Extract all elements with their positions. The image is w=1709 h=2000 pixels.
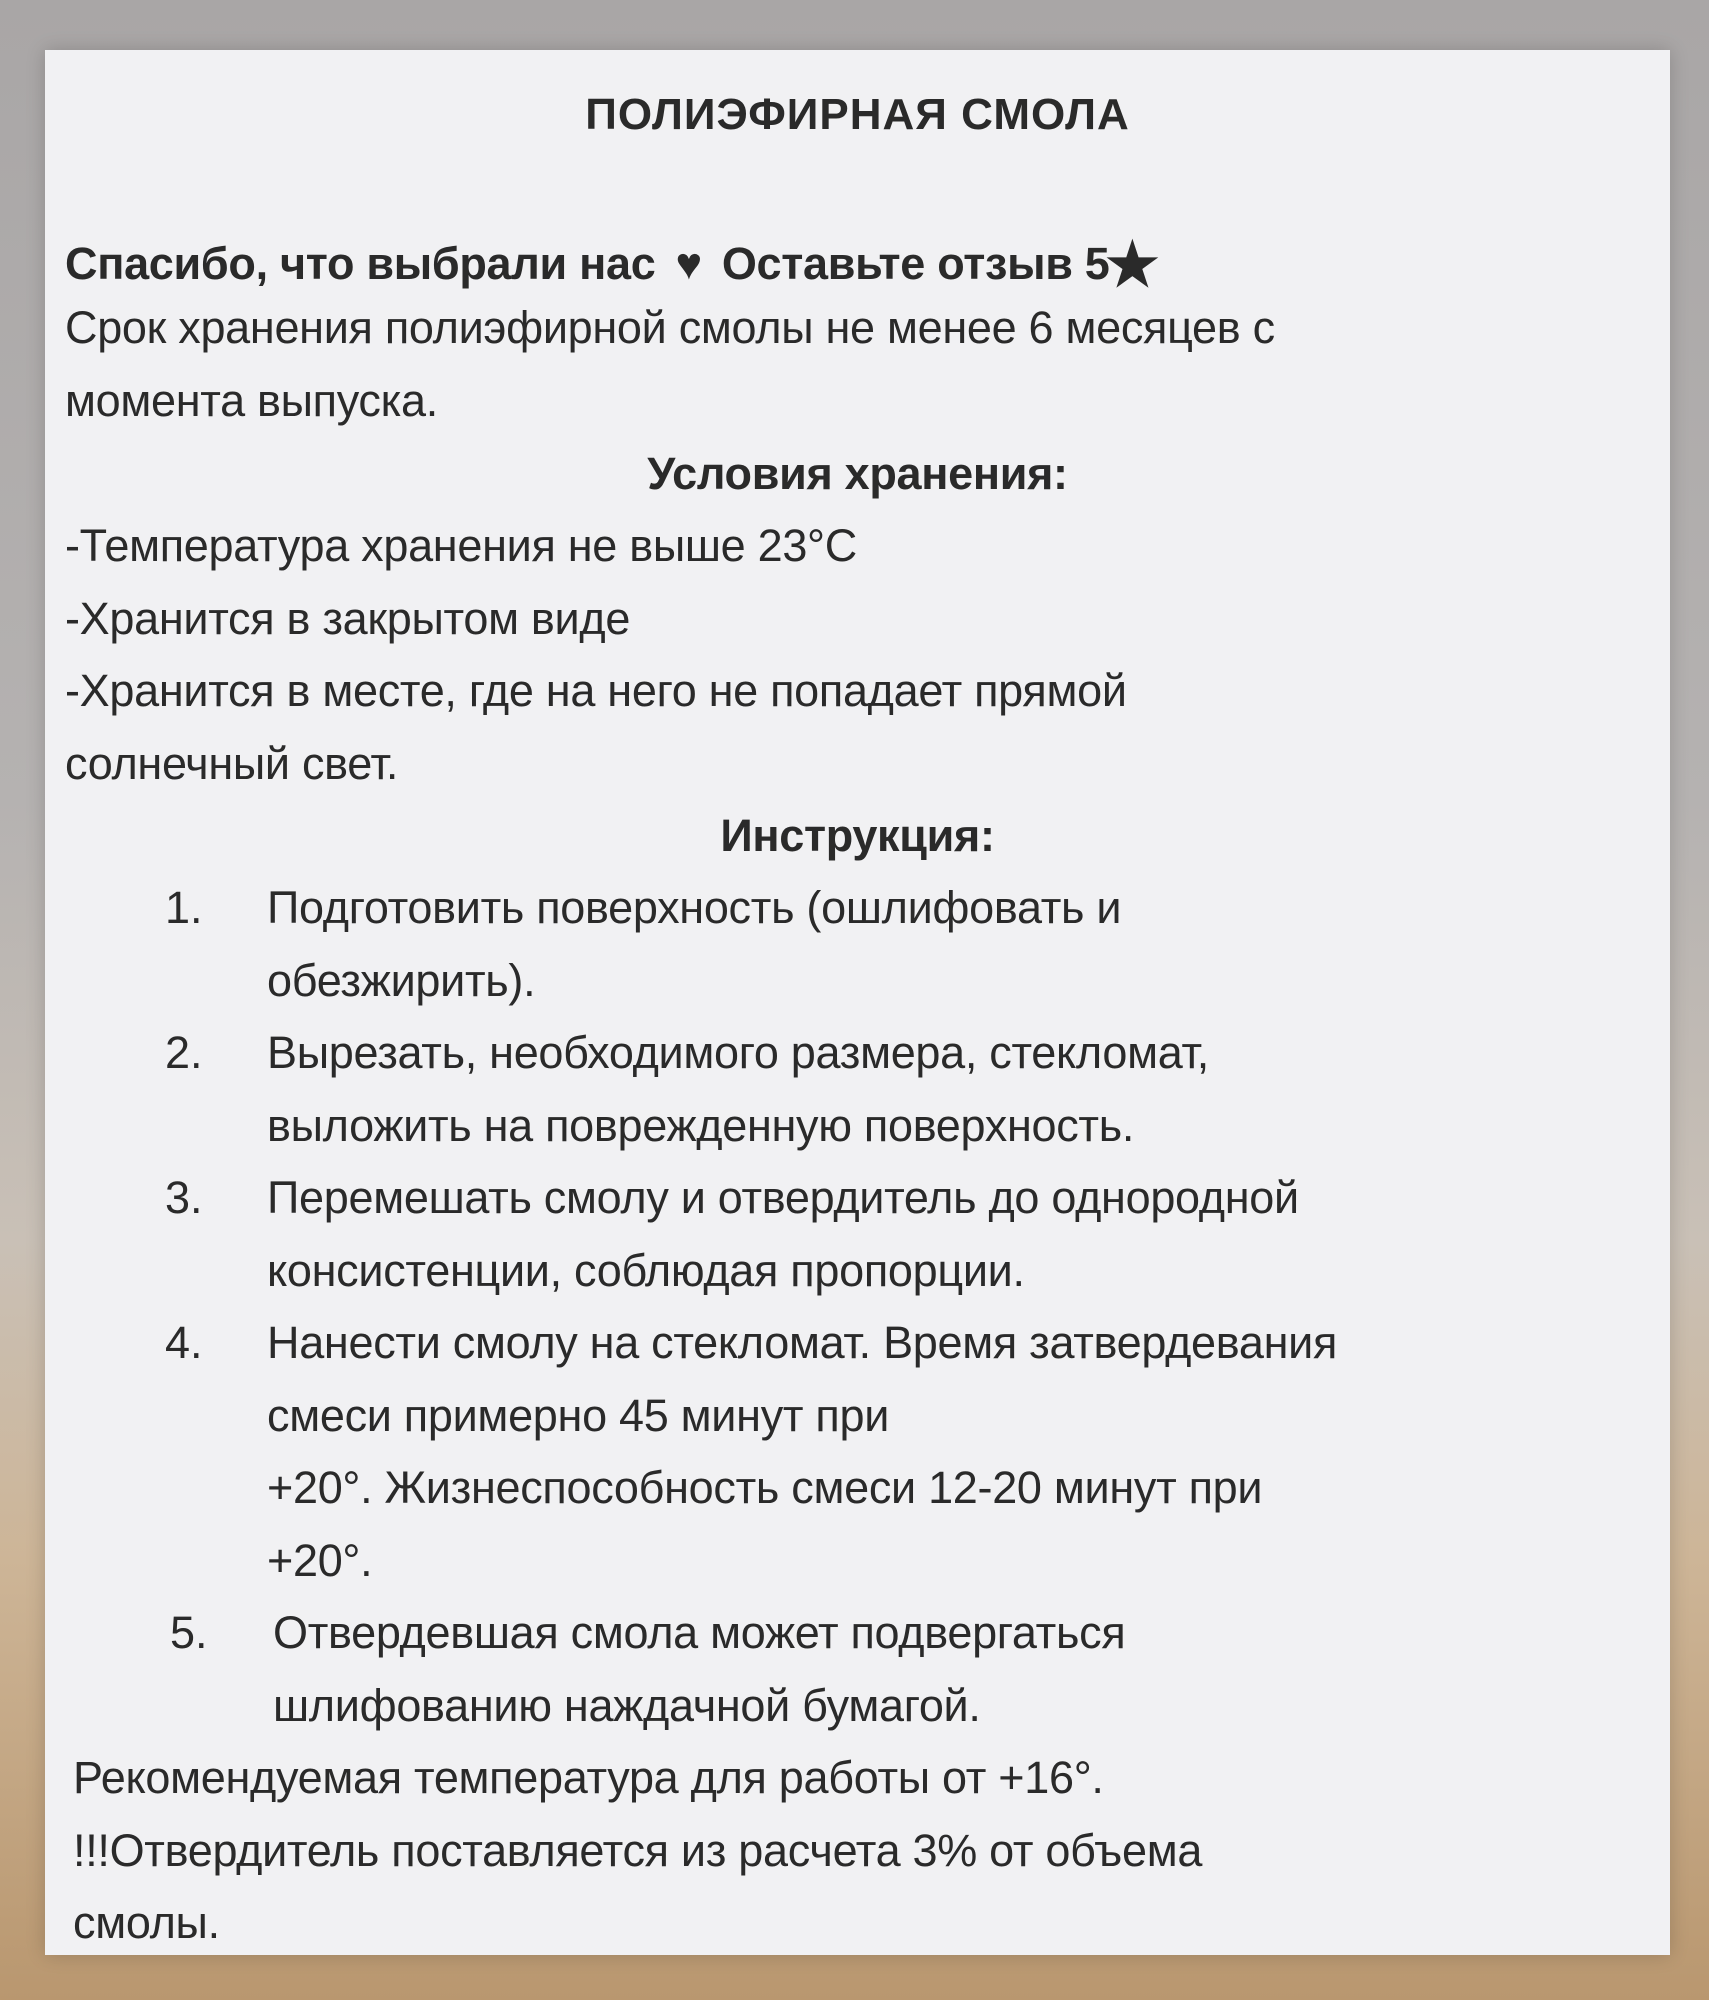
- footer-line: Рекомендуемая температура для работы от +16°.: [73, 1752, 1104, 1803]
- step-text: +20°. Жизнеспособность смеси 12-20 минут при: [267, 1462, 1263, 1513]
- storage-item: -Температура хранения не выше 23°С: [65, 520, 857, 571]
- shelf-life-line-1: Срок хранения полиэфирной смолы не менее 6 месяцев с: [65, 302, 1275, 353]
- thanks-text: Спасибо, что выбрали нас: [65, 238, 656, 289]
- document-title: ПОЛИЭФИРНАЯ СМОЛА: [585, 90, 1130, 139]
- shelf-life-line-2: момента выпуска.: [65, 375, 438, 426]
- step-text: выложить на поврежденную поверхность.: [267, 1100, 1135, 1151]
- instruction-sheet: [45, 50, 1670, 1955]
- star-icon: ★: [1105, 231, 1159, 298]
- step-number: 2.: [165, 1027, 203, 1078]
- step-text: Подготовить поверхность (ошлифовать и: [267, 882, 1122, 933]
- step-text: шлифованию наждачной бумагой.: [273, 1680, 981, 1731]
- step-text: смеси примерно 45 минут при: [267, 1390, 890, 1441]
- step-text: Перемешать смолу и отвердитель до однородной: [267, 1172, 1299, 1223]
- footer-line: !!!Отвердитель поставляется из расчета 3% от объема: [73, 1825, 1203, 1876]
- storage-item: -Хранится в закрытом виде: [65, 593, 631, 644]
- step-number: 1.: [165, 882, 203, 933]
- step-text: обезжирить).: [267, 955, 536, 1006]
- step-number: 3.: [165, 1172, 203, 1223]
- storage-heading: Условия хранения:: [647, 448, 1068, 499]
- step-number: 4.: [165, 1317, 203, 1368]
- thanks-line: [65, 230, 1159, 300]
- instruction-heading: Инструкция:: [720, 810, 995, 861]
- step-text: Отвердевшая смола может подвергаться: [273, 1607, 1126, 1658]
- step-text: Вырезать, необходимого размера, стекломат,: [267, 1027, 1210, 1078]
- step-text: консистенции, соблюдая пропорции.: [267, 1245, 1025, 1296]
- footer-line: смолы.: [73, 1897, 220, 1948]
- step-number: 5.: [170, 1607, 208, 1658]
- heart-icon: ♥: [675, 238, 702, 289]
- step-text: +20°.: [267, 1535, 373, 1586]
- storage-item: -Хранится в месте, где на него не попадает прямой: [65, 665, 1127, 716]
- storage-item: солнечный свет.: [65, 738, 399, 789]
- review-text: Оставьте отзыв 5: [721, 238, 1110, 289]
- step-text: Нанести смолу на стекломат. Время затвердевания: [267, 1317, 1338, 1368]
